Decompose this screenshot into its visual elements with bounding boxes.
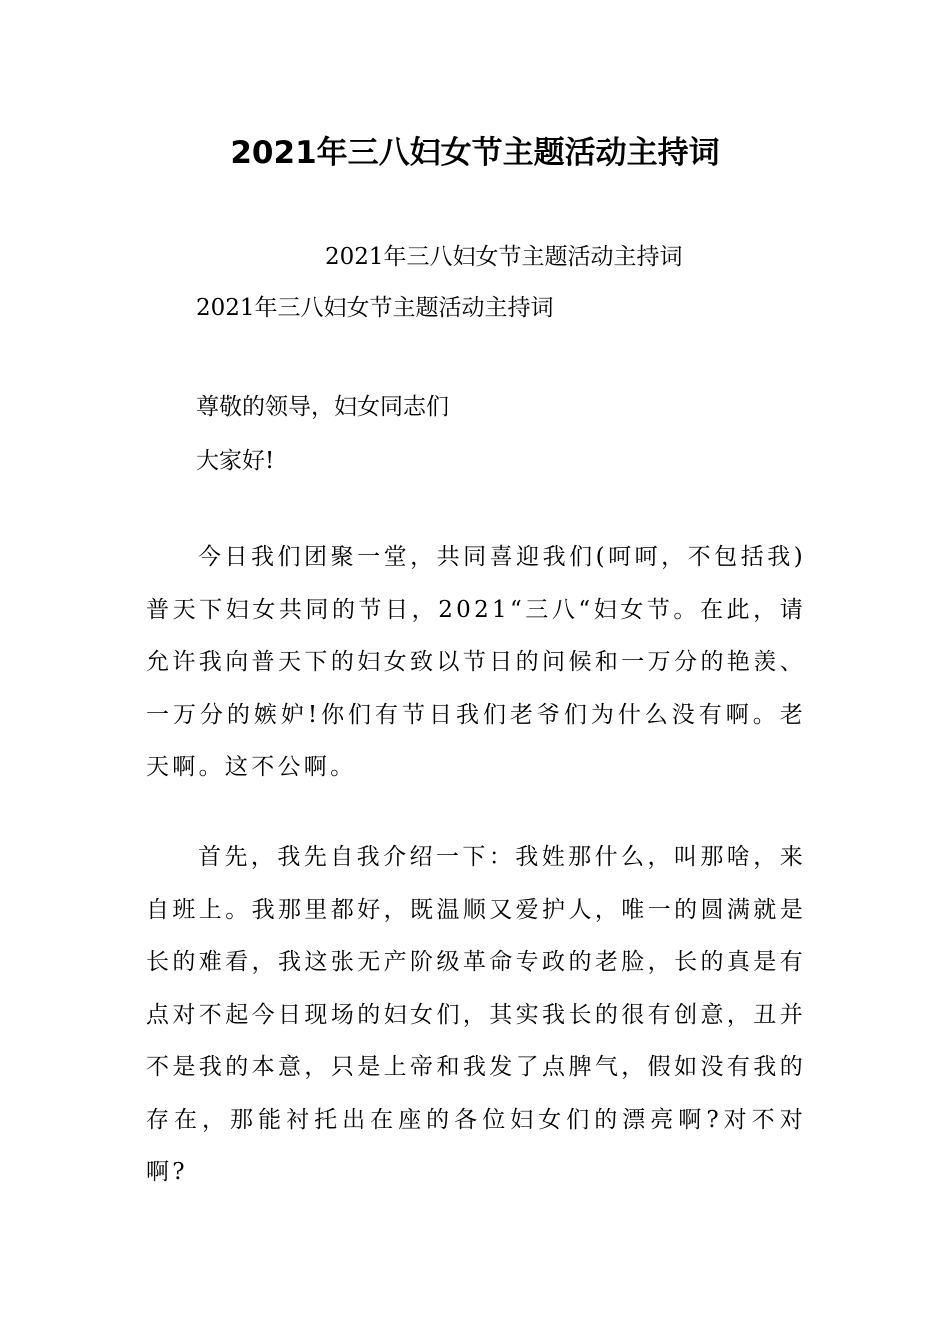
body-paragraph: 首先，我先自我介绍一下：我姓那什么，叫那啥，来自班上。我那里都好，既温顺又爱护人，唯一的圆满就是长的难看，我这张无产阶级革命专政的老脸，长的真是有点对不起今日现场的妇女们，其实我长的很有创意，丑并不是我的本意，只是上帝和我发了点脾气，假如没有我的存在，那能衬托出在座的各位妇女们的漂亮啊?对不对啊? [146,844,806,1185]
document-title: 2021年三八妇女节主题活动主持词 [230,135,720,171]
subtitle-centered: 2021年三八妇女节主题活动主持词 [325,244,683,270]
greeting-line: 大家好! [196,448,275,474]
body-paragraph: 今日我们团聚一堂，共同喜迎我们(呵呵，不包括我)普天下妇女共同的节日，2021“三八“妇女节。在此，请允许我向普天下的妇女致以节日的问候和一万分的艳羡、一万分的嫉妒!你们有节日我们老爷们为什么没有啊。老天啊。这不公啊。 [146,544,806,780]
subtitle-indented: 2021年三八妇女节主题活动主持词 [196,295,554,321]
greeting-line: 尊敬的领导，妇女同志们 [196,394,449,420]
